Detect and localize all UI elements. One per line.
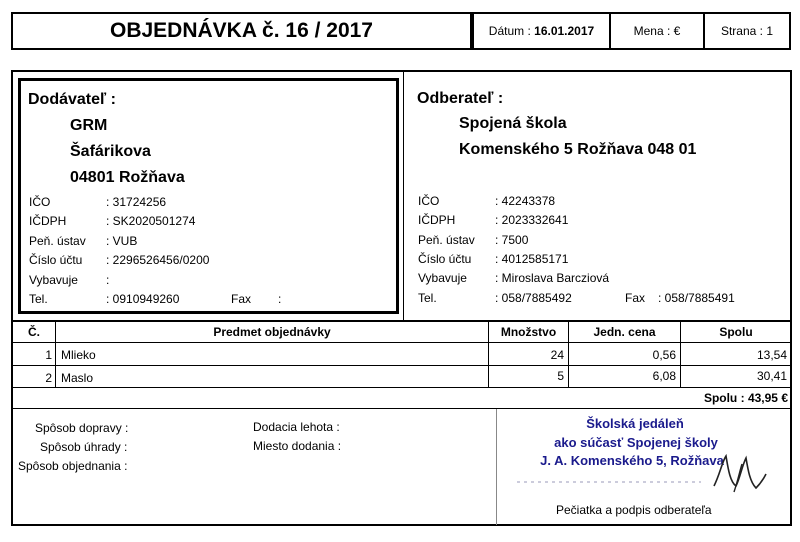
supplier-account-label: Číslo účtu	[29, 253, 83, 267]
row2-item: Maslo	[61, 371, 94, 385]
customer-contact-value: : Miroslava Barcziová	[495, 271, 610, 285]
row2-quantity: 5	[557, 369, 564, 383]
order-total-label: Spolu :	[703, 391, 745, 405]
date-field	[472, 24, 611, 38]
customer-ico-value: : 42243378	[495, 194, 556, 208]
supplier-contact-label: Vybavuje	[29, 273, 78, 287]
order-total	[560, 391, 788, 405]
col-header-quantity: Množstvo	[500, 325, 557, 339]
supplier-ico-label: IČO	[29, 195, 51, 209]
date-label: Dátum :	[488, 24, 531, 38]
col-header-unit-price: Jedn. cena	[593, 325, 656, 339]
supplier-tel-label: Tel.	[29, 292, 48, 306]
table-top-border	[11, 320, 792, 322]
col-header-item: Predmet objednávky	[213, 325, 331, 339]
page-value: 1	[766, 24, 774, 38]
customer-icdph-value: : 2023332641	[495, 213, 569, 227]
supplier-account-value: : 2296526456/0200	[106, 253, 210, 267]
delivery-term-label: Dodacia lehota :	[253, 420, 340, 434]
delivery-place-label: Miesto dodania :	[253, 439, 342, 453]
payment-label: Spôsob úhrady :	[40, 440, 128, 454]
signature-divider	[496, 409, 497, 525]
currency-field	[609, 24, 705, 38]
date-value: 16.01.2017	[534, 24, 595, 38]
document-title: OBJEDNÁVKA č. 16 / 2017	[109, 19, 373, 42]
supplier-street: Šafárikova	[70, 143, 151, 160]
currency-label: Mena :	[633, 24, 671, 38]
customer-bank-value: : 7500	[495, 233, 529, 247]
row1-number: 1	[45, 348, 52, 362]
supplier-bank-value: : VUB	[106, 234, 138, 248]
customer-fax-value: : 058/7885491	[658, 291, 735, 305]
table-header-border	[11, 342, 792, 343]
supplier-heading: Dodávateľ :	[28, 91, 116, 108]
col-header-total: Spolu	[719, 325, 753, 339]
customer-fax-label: Fax	[625, 291, 646, 305]
supplier-fax-label: Fax	[231, 292, 252, 306]
customer-address: Komenského 5 Rožňava 048 01	[459, 141, 697, 158]
customer-heading: Odberateľ :	[417, 90, 504, 107]
stamp-line-2: ako súčasť Spojenej školy	[554, 435, 718, 450]
supplier-icdph-label: IČDPH	[29, 214, 67, 228]
transport-label: Spôsob dopravy :	[35, 421, 129, 435]
row1-item: Mlieko	[61, 348, 96, 362]
party-divider	[403, 70, 404, 320]
supplier-icdph-value: : SK2020501274	[106, 214, 196, 228]
supplier-contact-value: :	[106, 273, 110, 287]
order-total-value: 43,95 €	[747, 391, 788, 405]
customer-tel-value: : 058/7885492	[495, 291, 572, 305]
row2-total: 30,41	[756, 369, 787, 383]
row2-number: 2	[45, 371, 52, 385]
customer-account-value: : 4012585171	[495, 252, 569, 266]
row1-unit-price: 0,56	[652, 348, 676, 362]
supplier-ico-value: : 31724256	[106, 195, 167, 209]
customer-bank-label: Peň. ústav	[418, 233, 475, 247]
supplier-name: GRM	[70, 117, 108, 134]
page-field	[703, 24, 791, 38]
stamp-line-1: Školská jedáleň	[586, 416, 684, 431]
row1-total: 13,54	[756, 348, 787, 362]
currency-value: €	[673, 24, 681, 38]
supplier-bank-label: Peň. ústav	[29, 234, 86, 248]
customer-account-label: Číslo účtu	[418, 252, 472, 266]
table-row1-border	[11, 365, 792, 366]
stamp-dotted-line	[515, 478, 705, 486]
table-row2-border	[11, 387, 792, 388]
row2-unit-price: 6,08	[652, 369, 676, 383]
customer-ico-label: IČO	[418, 194, 440, 208]
supplier-tel-value: : 0910949260	[106, 292, 180, 306]
signature-label: Pečiatka a podpis odberateľa	[556, 503, 712, 517]
ordering-label: Spôsob objednania :	[18, 459, 128, 473]
col-header-number: Č.	[28, 325, 40, 339]
customer-icdph-label: IČDPH	[418, 213, 456, 227]
supplier-fax-value: :	[278, 292, 282, 306]
supplier-city: 04801 Rožňava	[70, 169, 185, 186]
row1-quantity: 24	[550, 348, 564, 362]
customer-tel-label: Tel.	[418, 291, 437, 305]
page-label: Strana :	[720, 24, 763, 38]
signature-scribble	[706, 448, 768, 498]
customer-contact-label: Vybavuje	[418, 271, 467, 285]
table-sum-border	[11, 408, 792, 409]
stamp-line-3: J. A. Komenského 5, Rožňava	[540, 453, 724, 468]
customer-name: Spojená škola	[459, 115, 567, 132]
